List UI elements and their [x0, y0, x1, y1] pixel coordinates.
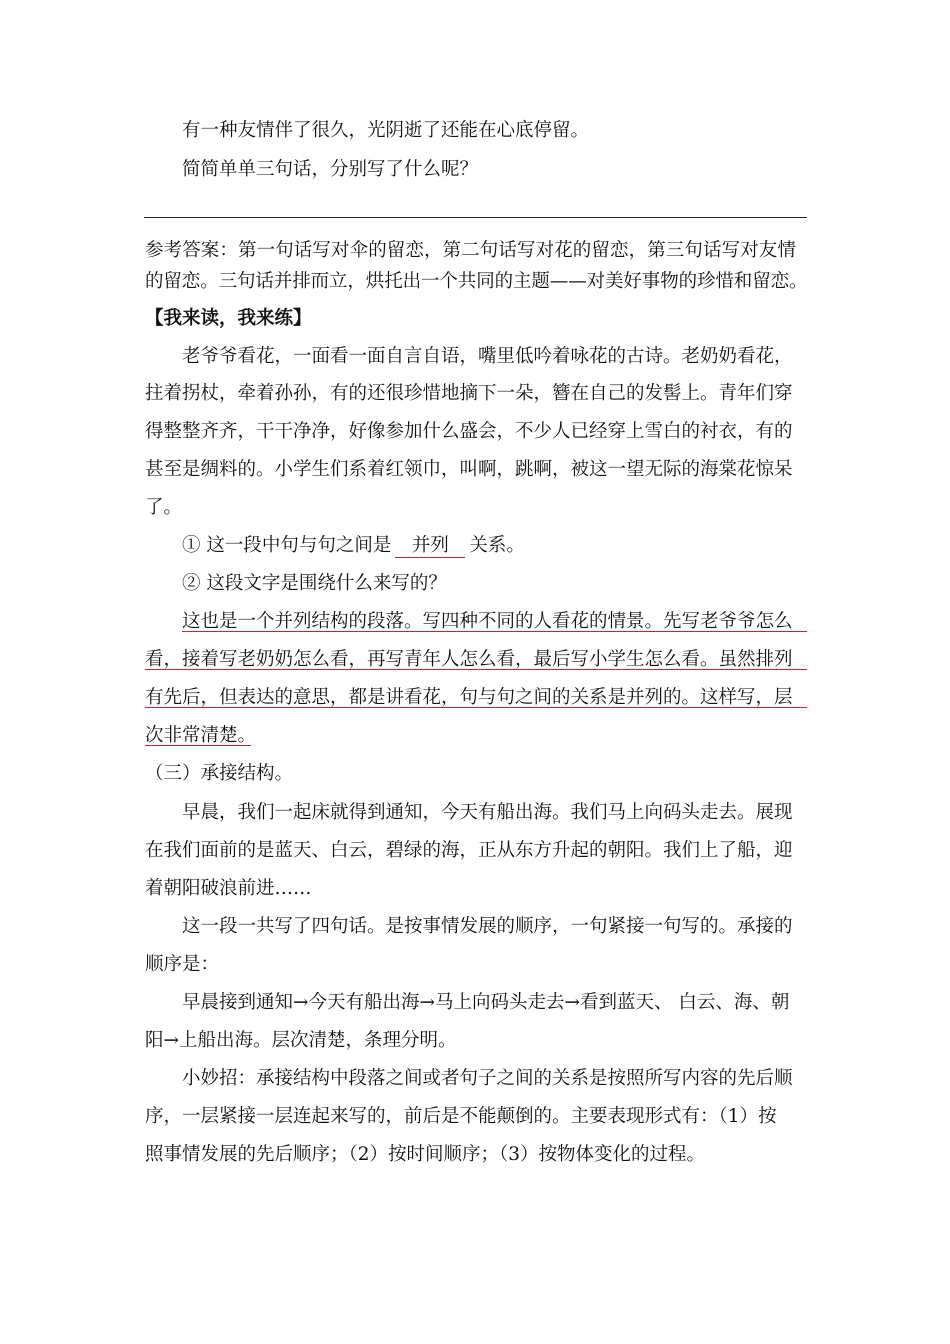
text-line: 拄着拐杖，牵着孙孙，有的还很珍惜地摘下一朵，簪在自己的发髻上。青年们穿 — [145, 383, 793, 404]
tip-line: 小妙招：承接结构中段落之间或者句子之间的关系是按照所写内容的先后顺 — [182, 1068, 793, 1089]
question-1 — [182, 527, 807, 565]
answer-text-line: 有先后，但表达的意思，都是讲看花，句与句之间的关系是并列的。这样写，层 — [145, 687, 793, 708]
section-heading: 【我来读，我来练】 — [145, 308, 312, 329]
text-line: 阳→上船出海。层次清楚，条理分明。 — [145, 1030, 457, 1051]
question-1-suffix: 关系。 — [469, 535, 525, 556]
text-line: 得整整齐齐，干干净净，好像参加什么盛会，不少人已经穿上雪白的衬衣，有的 — [145, 421, 793, 442]
question-1-prefix: ① 这一段中句与句之间是 — [182, 535, 392, 556]
tip-line: 序，一层紧接一层连起来写的，前后是不能颠倒的。主要表现形式有：（1）按 — [145, 1106, 777, 1127]
divider-rule — [144, 217, 807, 218]
answer-line: 的留恋。三句话并排而立，烘托出一个共同的主题——对美好事物的珍惜和留恋。 — [145, 271, 808, 292]
text-line: 早晨，我们一起床就得到通知，今天有船出海。我们马上向码头走去。展现 — [182, 802, 793, 823]
answer-text-line: 这也是一个并列结构的段落。写四种不同的人看花的情景。先写老爷爷怎么 — [182, 611, 793, 632]
question-2: ② 这段文字是围绕什么来写的？ — [182, 573, 447, 594]
section-title: （三）承接结构。 — [145, 763, 294, 784]
text-line: 了。 — [145, 497, 183, 518]
text-line: 着朝阳破浪前进…… — [145, 878, 312, 899]
answer-underline — [145, 745, 251, 746]
text-line: 甚至是绸料的。小学生们系着红领巾，叫啊，跳啊，被这一望无际的海棠花惊呆 — [145, 459, 793, 480]
text-line: 有一种友情伴了很久，光阴逝了还能在心底停留。 — [182, 120, 590, 141]
tip-line: 照事情发展的先后顺序；（2）按时间顺序；（3）按物体变化的过程。 — [145, 1144, 706, 1165]
answer-underline — [145, 707, 807, 708]
text-line: 这一段一共写了四句话。是按事情发展的顺序，一句紧接一句写的。承接的 — [182, 916, 793, 937]
answer-underline — [145, 669, 807, 670]
text-line: 顺序是： — [145, 954, 220, 975]
text-line: 早晨接到通知→今天有船出海→马上向码头走去→看到蓝天、 白云、海、朝 — [182, 992, 790, 1013]
answer-line: 参考答案：第一句话写对伞的留恋，第二句话写对花的留恋，第三句话写对友情 — [145, 240, 797, 261]
answer-text-line: 次非常清楚。 — [145, 725, 257, 746]
answer-underline — [182, 631, 807, 632]
answer-blank: 并列 — [395, 535, 465, 558]
text-line: 在我们面前的是蓝天、白云，碧绿的海，正从东方升起的朝阳。我们上了船，迎 — [145, 840, 793, 861]
answer-text-line: 看，接着写老奶奶怎么看，再写青年人怎么看，最后写小学生怎么看。虽然排列 — [145, 649, 793, 670]
text-line: 老爷爷看花，一面看一面自言自语，嘴里低吟着咏花的古诗。老奶奶看花， — [182, 346, 793, 367]
text-line: 简简单单三句话，分别写了什么呢？ — [182, 159, 479, 180]
